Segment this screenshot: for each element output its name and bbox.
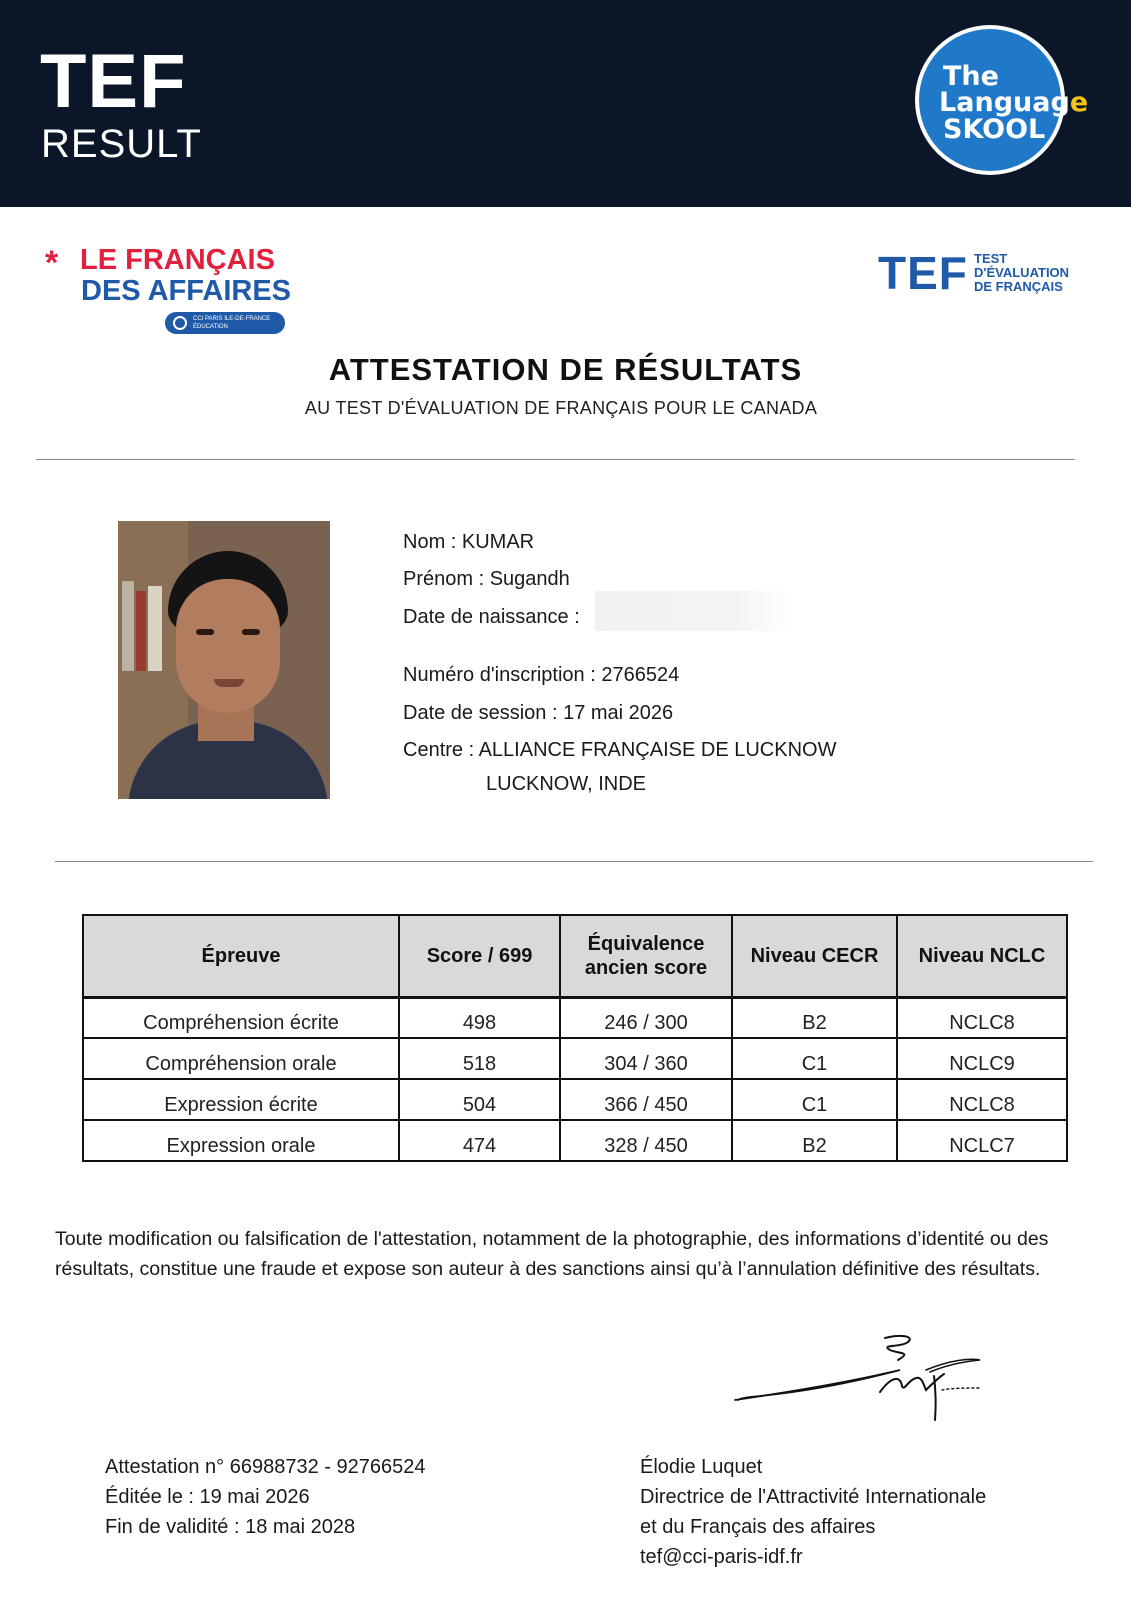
candidate-registration-number: Numéro d'inscription : 2766524	[403, 664, 680, 686]
results-table	[82, 914, 1068, 1162]
cell-epreuve: Expression orale	[83, 1120, 399, 1161]
issue-date: Éditée le : 19 mai 2026	[105, 1486, 310, 1508]
language-skool-logo-circle	[919, 29, 1089, 171]
candidate-birthdate-label: Date de naissance :	[403, 606, 580, 628]
cell-epreuve: Compréhension écrite	[83, 997, 399, 1038]
header-equivalence-line1: Équivalence	[587, 932, 705, 955]
candidate-prenom: Prénom : Sugandh	[403, 568, 570, 590]
header-title-result: RESULT	[41, 122, 202, 166]
header-equivalence	[560, 915, 732, 997]
cci-icon	[173, 316, 187, 330]
lfa-logo-line1: LE FRANÇAIS	[80, 244, 275, 276]
cell-cecr: C1	[732, 1038, 897, 1079]
cell-cecr: C1	[732, 1079, 897, 1120]
cell-cecr: B2	[732, 1120, 897, 1161]
language-skool-logo	[915, 25, 1089, 175]
header-equivalence-line2: ancien score	[584, 956, 708, 979]
cell-nclc: NCLC9	[897, 1038, 1067, 1079]
cell-nclc: NCLC8	[897, 997, 1067, 1038]
table-row	[83, 1120, 1067, 1161]
cell-equivalence: 328 / 450	[560, 1120, 732, 1161]
cell-equivalence: 304 / 360	[560, 1038, 732, 1079]
cell-equivalence: 366 / 450	[560, 1079, 732, 1120]
cell-epreuve: Expression écrite	[83, 1079, 399, 1120]
test-centre: Centre : ALLIANCE FRANÇAISE DE LUCKNOW	[403, 739, 837, 761]
signatory-block	[640, 1452, 986, 1572]
results-header-row	[83, 915, 1067, 997]
asterisk-icon: *	[45, 244, 59, 282]
header-band	[0, 0, 1131, 207]
header-nclc: Niveau NCLC	[897, 915, 1067, 997]
cell-score: 498	[399, 997, 560, 1038]
skool-logo-line2: Language	[939, 87, 1089, 118]
tef-logo-sub1: TEST	[974, 251, 1008, 266]
signatory-email: tef@cci-paris-idf.fr	[640, 1546, 803, 1568]
test-centre-city: LUCKNOW, INDE	[486, 773, 647, 795]
signatory-title-1: Directrice de l'Attractivité Internationale	[640, 1486, 987, 1508]
cell-cecr: B2	[732, 997, 897, 1038]
cell-score: 518	[399, 1038, 560, 1079]
cell-epreuve: Compréhension orale	[83, 1038, 399, 1079]
table-row	[83, 1038, 1067, 1079]
table-row	[83, 997, 1067, 1038]
divider-middle	[55, 861, 1093, 862]
table-row	[83, 1079, 1067, 1120]
cell-equivalence: 246 / 300	[560, 997, 732, 1038]
header-cecr: Niveau CECR	[732, 915, 897, 997]
document-subtitle: AU TEST D'ÉVALUATION DE FRANÇAIS POUR LE CANADA	[304, 398, 818, 418]
tef-logo-sub2: D'ÉVALUATION	[974, 265, 1070, 280]
cci-badge	[165, 312, 285, 334]
attestation-details	[105, 1452, 425, 1542]
tef-logo-sub3: DE FRANÇAIS	[974, 279, 1063, 294]
cell-nclc: NCLC7	[897, 1120, 1067, 1161]
header-score: Score / 699	[399, 915, 560, 997]
cell-score: 504	[399, 1079, 560, 1120]
document-title: ATTESTATION DE RÉSULTATS	[328, 352, 803, 387]
handwritten-signature	[730, 1330, 1010, 1430]
tef-logo-mark: TEF	[878, 247, 968, 299]
skool-logo-line1: The	[943, 61, 999, 92]
divider-top	[36, 459, 1075, 460]
cci-badge-text: CCI PARIS ILE-DE-FRANCE ÉDUCATION	[193, 316, 271, 330]
lfa-logo-line2: DES AFFAIRES	[81, 275, 292, 307]
skool-logo-line3: SKOOL	[943, 114, 1046, 145]
birthdate-redaction	[595, 591, 795, 631]
header-epreuve: Épreuve	[83, 915, 399, 997]
candidate-nom: Nom : KUMAR	[403, 531, 535, 553]
attestation-number: Attestation n° 66988732 - 92766524	[105, 1456, 426, 1478]
session-date: Date de session : 17 mai 2026	[403, 702, 674, 724]
signatory-name: Élodie Luquet	[640, 1456, 763, 1478]
header-title-tef: TEF	[40, 39, 187, 124]
fraud-disclaimer: Toute modification ou falsification de l'attestation, notamment de la photographie, des informations d’identité ou des résultats, constitue une fraude et expose son auteur à des sanctions ainsi qu’à l’annulation définitive des résultats.	[55, 1228, 1049, 1280]
tef-logo-subtitle	[974, 252, 1069, 294]
validity-end-date: Fin de validité : 18 mai 2028	[105, 1516, 356, 1538]
candidate-photo	[118, 521, 330, 799]
cell-score: 474	[399, 1120, 560, 1161]
cell-nclc: NCLC8	[897, 1079, 1067, 1120]
signatory-title-2: et du Français des affaires	[640, 1516, 876, 1538]
